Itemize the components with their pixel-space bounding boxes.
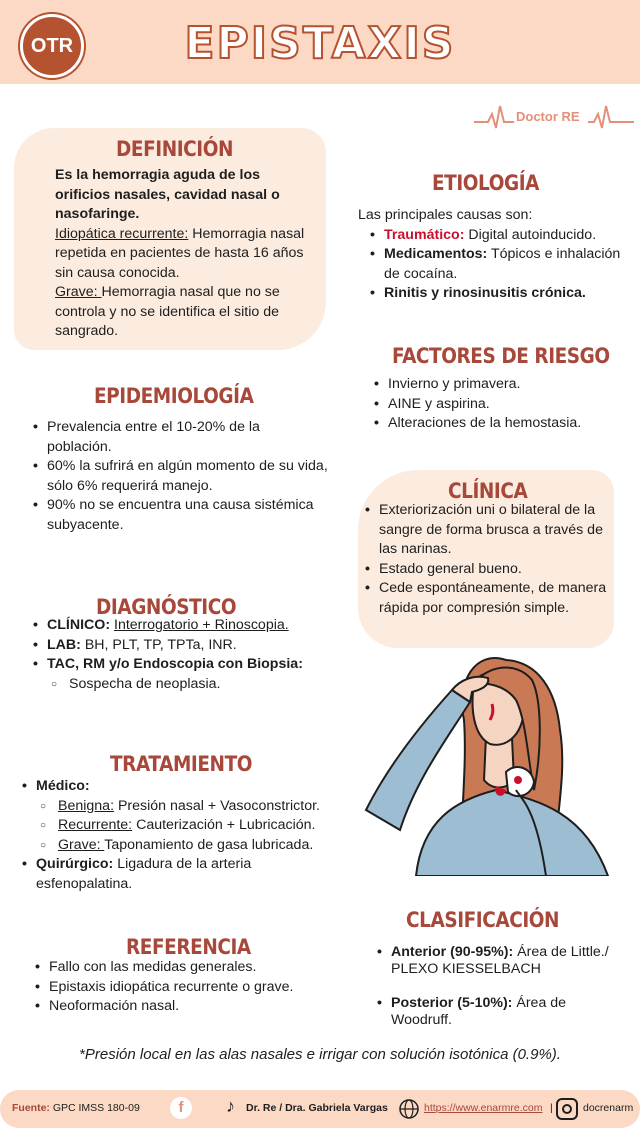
globe-icon xyxy=(398,1098,420,1120)
diagnostico-clinico: • CLÍNICO: Interrogatorio + Rinoscopia. xyxy=(33,616,343,636)
etiologia-item: • Traumático: Digital autoinducido. xyxy=(370,226,630,246)
diagnostico-tac: • TAC, RM y/o Endoscopia con Biopsia: xyxy=(33,655,343,675)
definicion-body xyxy=(55,166,305,342)
tratamiento-quirurgico: • Quirúrgico: Ligadura de la arteria esfenopalatina. xyxy=(22,855,342,894)
etiologia-item: • Rinitis y rinosinusitis crónica. xyxy=(370,284,630,304)
referencia-item: • Fallo con las medidas generales. xyxy=(35,958,335,978)
website-link[interactable]: https://www.enarmre.com xyxy=(424,1102,543,1114)
tratamiento-medico: • Médico: xyxy=(22,777,342,797)
clasificacion-body xyxy=(377,944,627,1029)
etiologia-item: • Medicamentos: Tópicos e inhalación de cocaína. xyxy=(370,245,630,284)
fuente: Fuente: GPC IMSS 180-09 xyxy=(12,1102,140,1114)
clasificacion-title: CLASIFICACIÓN xyxy=(406,908,560,932)
tratamiento-body xyxy=(22,777,342,894)
clinica-item: • Estado general bueno. xyxy=(365,560,613,580)
tratamiento-title: TRATAMIENTO xyxy=(110,752,253,776)
page-title: EPISTAXIS xyxy=(184,18,456,69)
doctor-re-brand xyxy=(470,96,638,132)
epidemiologia-title: EPIDEMIOLOGÍA xyxy=(94,384,254,408)
factores-title: FACTORES DE RIESGO xyxy=(392,344,610,368)
definicion-grave: Grave: Hemorragia nasal que no se controla y no se identifica el sitio de sangrado. xyxy=(55,284,280,339)
tiktok-icon[interactable]: ♪ xyxy=(226,1096,235,1116)
etiologia-title: ETIOLOGÍA xyxy=(432,171,540,195)
otr-logo: OTR xyxy=(20,14,84,78)
footnote: *Presión local en las alas nasales e irrigar con solución isotónica (0.9%). xyxy=(79,1046,561,1063)
tratamiento-sub-item: ○ Benigna: Presión nasal + Vasoconstrictor. xyxy=(22,797,342,817)
definicion-main: Es la hemorragia aguda de los orificios nasales, cavidad nasal o nasofaringe. xyxy=(55,167,280,222)
clinica-body xyxy=(365,501,613,618)
referencia-body xyxy=(35,958,335,1017)
definicion-idiopatica: Idiopática recurrente: Hemorragia nasal repetida en pacientes de hasta 16 años sin causa conocida. xyxy=(55,225,305,281)
clinica-title: CLÍNICA xyxy=(448,479,528,503)
epidemiologia-item: • 90% no se encuentra una causa sistémica subyacente. xyxy=(33,496,328,535)
tratamiento-sub-item: ○ Grave: Taponamiento de gasa lubricada. xyxy=(22,836,342,856)
author: Dr. Re / Dra. Gabriela Vargas xyxy=(246,1102,388,1114)
diagnostico-tac-sub: ○ Sospecha de neoplasia. xyxy=(33,675,343,695)
tratamiento-sub-item: ○ Recurrente: Cauterización + Lubricación. xyxy=(22,816,342,836)
diagnostico-lab: • LAB: BH, PLT, TP, TPTa, INR. xyxy=(33,636,343,656)
factores-item: • Alteraciones de la hemostasia. xyxy=(374,414,630,434)
factores-body xyxy=(374,375,630,434)
referencia-item: • Epistaxis idiopática recurrente o grave. xyxy=(35,978,335,998)
clasificacion-posterior: • Posterior (5-10%): Área de Woodruff. xyxy=(377,995,627,1029)
brand-text: Doctor RE xyxy=(516,109,580,124)
epidemiologia-item: • 60% la sufrirá en algún momento de su vida, sólo 6% requerirá manejo. xyxy=(33,457,328,496)
factores-item: • AINE y aspirina. xyxy=(374,395,630,415)
facebook-icon[interactable]: f xyxy=(170,1097,192,1119)
header-bar xyxy=(0,0,640,84)
diagnostico-body xyxy=(33,616,343,694)
separator: | xyxy=(550,1102,553,1114)
diagnostico-title: DIAGNÓSTICO xyxy=(96,595,237,619)
definicion-title: DEFINICIÓN xyxy=(116,137,234,161)
factores-item: • Invierno y primavera. xyxy=(374,375,630,395)
social-handle[interactable]: docrenarm xyxy=(583,1102,634,1114)
etiologia-intro: Las principales causas son: xyxy=(358,207,533,223)
clinica-item: • Exteriorización uni o bilateral de la sangre de forma brusca a través de las narinas. xyxy=(365,501,613,560)
epidemiologia-item: • Prevalencia entre el 10-20% de la población. xyxy=(33,418,328,457)
referencia-title: REFERENCIA xyxy=(126,935,251,959)
clinica-item: • Cede espontáneamente, de manera rápida por compresión simple. xyxy=(365,579,613,618)
etiologia-body xyxy=(358,206,630,304)
instagram-icon[interactable] xyxy=(556,1098,578,1120)
clasificacion-anterior: • Anterior (90-95%): Área de Little./ PLEXO KIESSELBACH xyxy=(377,944,627,978)
epidemiologia-body xyxy=(33,418,328,535)
footer-bar xyxy=(0,1090,640,1128)
referencia-item: • Neoformación nasal. xyxy=(35,997,335,1017)
woman-nosebleed-illustration xyxy=(356,640,626,876)
